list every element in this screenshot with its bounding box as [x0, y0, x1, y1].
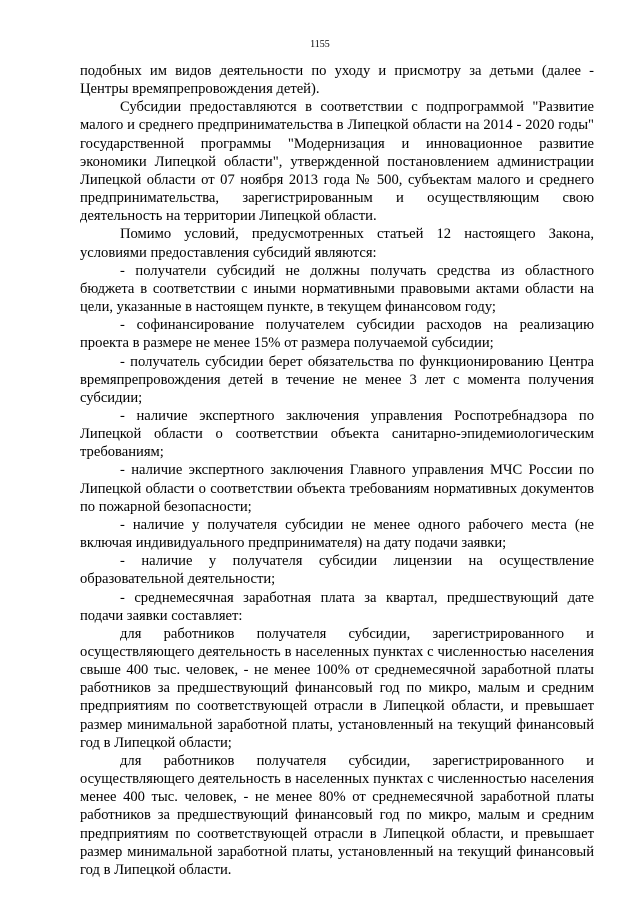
condition-item-salary: - среднемесячная заработная плата за квартал, предшествующий дате подачи заявки составляет: — [80, 589, 594, 624]
condition-item: - наличие экспертного заключения Главного управления МЧС России по Липецкой области о соответствии объекта требованиям нормативных документов по пожарной безопасности; — [80, 462, 594, 515]
condition-item: - наличие у получателя субсидии не менее одного рабочего места (не включая индивидуального предпринимателя) на дату подачи заявки; — [80, 516, 594, 552]
paragraph-conditions-intro: Помимо условий, предусмотренных статьей 12 настоящего Закона, условиями предоставления субсидий являются: — [80, 226, 594, 261]
condition-item: - наличие экспертного заключения управления Роспотребнадзора по Липецкой области о соответствии объекта санитарно-эпидемиологическим требованиям; — [80, 407, 594, 461]
condition-item: - получатель субсидии берет обязательства по функционированию Центра времяпрепровождения детей в течение не менее 3 лет с момента получения субсидии; — [80, 353, 594, 406]
page-number: 1155 — [310, 39, 330, 50]
condition-item: - наличие у получателя субсидии лицензии на осуществление образовательной деятельности; — [80, 553, 594, 588]
condition-item: - получатели субсидий не должны получать средства из областного бюджета в соответствии с иными нормативными правовыми актами области на цели, указанные в настоящем пункте, в текущем финансовом году; — [80, 262, 594, 316]
salary-rule-large-settlements: для работников получателя субсидии, зарегистрированного и осуществляющего деятельность в населенных пунктах с численностью населения свыше 400 тыс. человек, - не менее 100% от среднемесячной заработной платы работников за предшествующий финансовый год по микро, малым и средним предприятиям по соответствующей отрасли в Липецкой области, и превышает размер минимальной заработной платы, установленный на текущий финансовый год в Липецкой области; — [80, 625, 594, 751]
salary-rule-small-settlements: для работников получателя субсидии, зарегистрированного и осуществляющего деятельность в населенных пунктах с численностью населения менее 400 тыс. человек, - не менее 80% от среднемесячной заработной платы работников за предшествующий финансовый год по микро, малым и средним предприятиям по соответствующей отрасли в Липецкой области, и превышает размер минимальной заработной платы, установленный на текущий финансовый год в Липецкой области. — [80, 752, 594, 878]
document-body — [80, 62, 594, 879]
condition-item: - софинансирование получателем субсидии расходов на реализацию проекта в размере не менее 15% от размера получаемой субсидии; — [80, 317, 594, 352]
paragraph-continued-intro: подобных им видов деятельности по уходу и присмотру за детьми (далее - Центры времяпрепровождения детей). — [80, 63, 594, 98]
paragraph-subsidy-basis: Субсидии предоставляются в соответствии с подпрограммой "Развитие малого и среднего предпринимательства в Липецкой области на 2014 - 2020 годы" государственной программы "Модернизация и инновационное развитие экономики Липецкой области", утвержденной постановлением администрации Липецкой области от 07 ноября 2013 года № 500, субъектам малого и среднего предпринимательства, зарегистрированным и осуществляющим свою деятельность на территории Липецкой области. — [80, 99, 594, 225]
